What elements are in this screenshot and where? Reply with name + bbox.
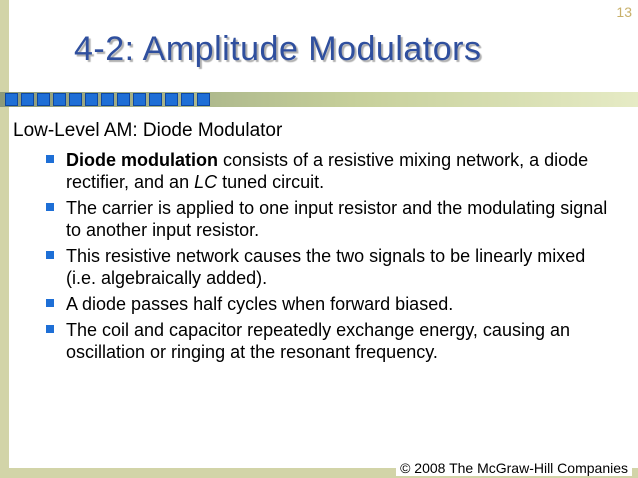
- bullet-text: consists of a resistive mixing network, a diode rectifier, and an: [66, 150, 589, 192]
- decorative-square: [53, 93, 66, 106]
- decorative-square: [85, 93, 98, 106]
- decorative-square: [197, 93, 210, 106]
- bold-term: Diode modulation: [66, 150, 218, 170]
- copyright-notice: © 2008 The McGraw-Hill Companies: [396, 460, 632, 476]
- bullet-text: A diode passes half cycles when forward biased.: [66, 294, 454, 314]
- bullet-item: [44, 245, 614, 289]
- bullet-item: [44, 197, 614, 241]
- bullet-item: [44, 293, 614, 315]
- decorative-square: [5, 93, 18, 106]
- decorative-square: [133, 93, 146, 106]
- bullet-text: tuned circuit.: [217, 172, 325, 192]
- slide-number: 13: [616, 4, 632, 20]
- decorative-square: [149, 93, 162, 106]
- decorative-square: [21, 93, 34, 106]
- left-accent-bar: [0, 0, 9, 478]
- decorative-square: [101, 93, 114, 106]
- bullet-text: The coil and capacitor repeatedly exchange energy, causing an oscillation or ringing at the resonant frequency.: [66, 320, 570, 362]
- decorative-square: [165, 93, 178, 106]
- decorative-square: [181, 93, 194, 106]
- bullet-item: [44, 319, 614, 363]
- decorative-square: [117, 93, 130, 106]
- decorative-square: [37, 93, 50, 106]
- slide-title: 4-2: Amplitude Modulators: [74, 30, 482, 68]
- bullet-text: The carrier is applied to one input resistor and the modulating signal to another input resistor.: [66, 198, 608, 240]
- decorative-square: [69, 93, 82, 106]
- section-heading: Low-Level AM: Diode Modulator: [13, 120, 283, 141]
- bullet-item: [44, 149, 614, 193]
- bullet-text: This resistive network causes the two signals to be linearly mixed (i.e. algebraically added).: [66, 246, 586, 288]
- decorative-squares: [5, 93, 210, 106]
- bullet-list: [44, 149, 614, 367]
- italic-term: LC: [194, 172, 218, 192]
